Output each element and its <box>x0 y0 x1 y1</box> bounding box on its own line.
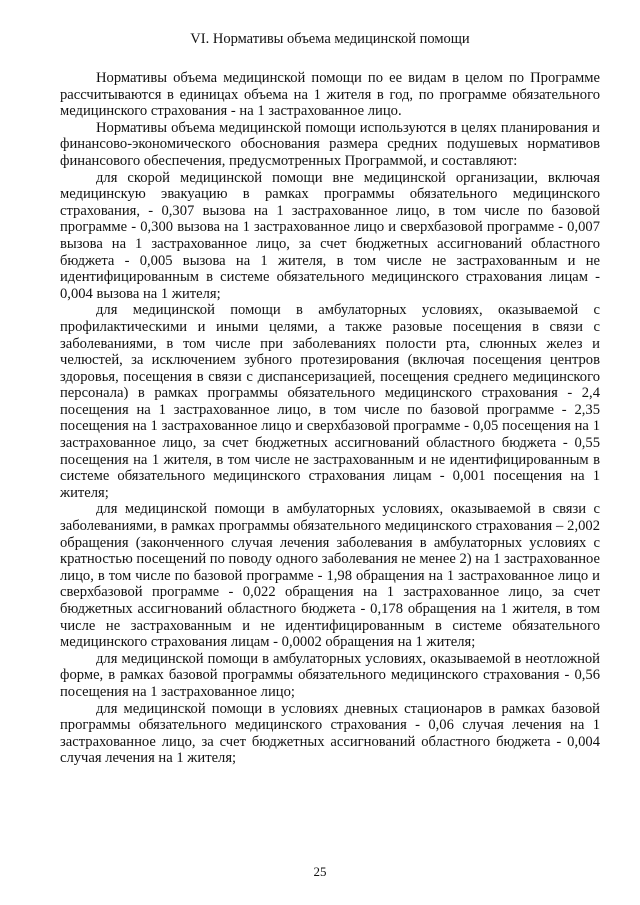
paragraph-outpatient-disease: для медицинской помощи в амбулаторных условиях, оказываемой в связи с заболеваниями, в рамках программы обязательного медицинского страхования – 2,002 обращения (законченного случая лечения заболевания в амбулаторных условиях с кратностью посещений по поводу одного заболевания не менее 2) на 1 застрахованное лицо, в том числе по базовой программе - 1,98 обращения на 1 застрахованное лицо и сверхбазовой программе - 0,022 обращения на 1 застрахованное лицо, за счет бюджетных ассигнований областного бюджета - 0,178 обращения на 1 жителя, в том числе не застрахованным и не идентифицированным в системе обязательного медицинского страхования лицам - 0,0002 обращения на 1 жителя; <box>60 501 600 651</box>
page-number: 25 <box>313 864 327 879</box>
paragraph-outpatient-urgent: для медицинской помощи в амбулаторных условиях, оказываемой в неотложной форме, в рамках базовой программы обязательного медицинского страхования - 0,56 посещения на 1 застрахованное лицо; <box>60 650 600 700</box>
paragraph-day-hospital: для медицинской помощи в условиях дневных стационаров в рамках базовой программы обязательного медицинского страхования - 0,06 случая лечения на 1 застрахованное лицо, за счет бюджетных ассигнований областного бюджета - 0,004 случая лечения на 1 жителя; <box>60 700 600 767</box>
paragraph-outpatient-preventive: для медицинской помощи в амбулаторных условиях, оказываемой с профилактическими и иными целями, а также разовые посещения в связи с заболеваниями, в том числе при заболеваниях полости рта, слюнных желез и челюстей, за исключением зубного протезирования (включая посещения центров здоровья, посещения в связи с диспансеризацией, посещения среднего медицинского персонала) в рамках программы обязательного медицинского страхования - 2,4 посещения на 1 застрахованное лицо, в том числе по базовой программе - 2,35 посещения на 1 застрахованное лицо и сверхбазовой программе - 0,05 посещения на 1 застрахованное лицо, за счет бюджетных ассигнований областного бюджета - 0,55 посещения на 1 жителя, в том числе не застрахованным и не идентифицированным в системе обязательного медицинского страхования лицам - 0,001 посещения на 1 жителя; <box>60 302 600 501</box>
paragraph-emergency-care: для скорой медицинской помощи вне медицинской организации, включая медицинскую эвакуацию в рамках программы обязательного медицинского страхования, - 0,307 вызова на 1 застрахованное лицо, в том числе по базовой программе - 0,300 вызова на 1 застрахованное лицо и сверхбазовой программе - 0,007 вызова на 1 застрахованное лицо, за счет бюджетных ассигнований областного бюджета - 0,005 вызова на 1 жителя, в том числе не застрахованным и не идентифицированным в системе обязательного медицинского страхования лицам - 0,004 вызова на 1 жителя; <box>60 169 600 302</box>
paragraph-usage: Нормативы объема медицинской помощи используются в целях планирования и финансово-экономического обоснования размера средних подушевых нормативов финансового обеспечения, предусмотренных Программой, и составляют: <box>60 119 600 169</box>
document-page <box>60 30 600 767</box>
paragraph-intro: Нормативы объема медицинской помощи по ее видам в целом по Программе рассчитываются в единицах объема на 1 жителя в год, по программе обязательного медицинского страхования - на 1 застрахованное лицо. <box>60 70 600 120</box>
section-heading: VI. Нормативы объема медицинской помощи <box>190 31 470 47</box>
